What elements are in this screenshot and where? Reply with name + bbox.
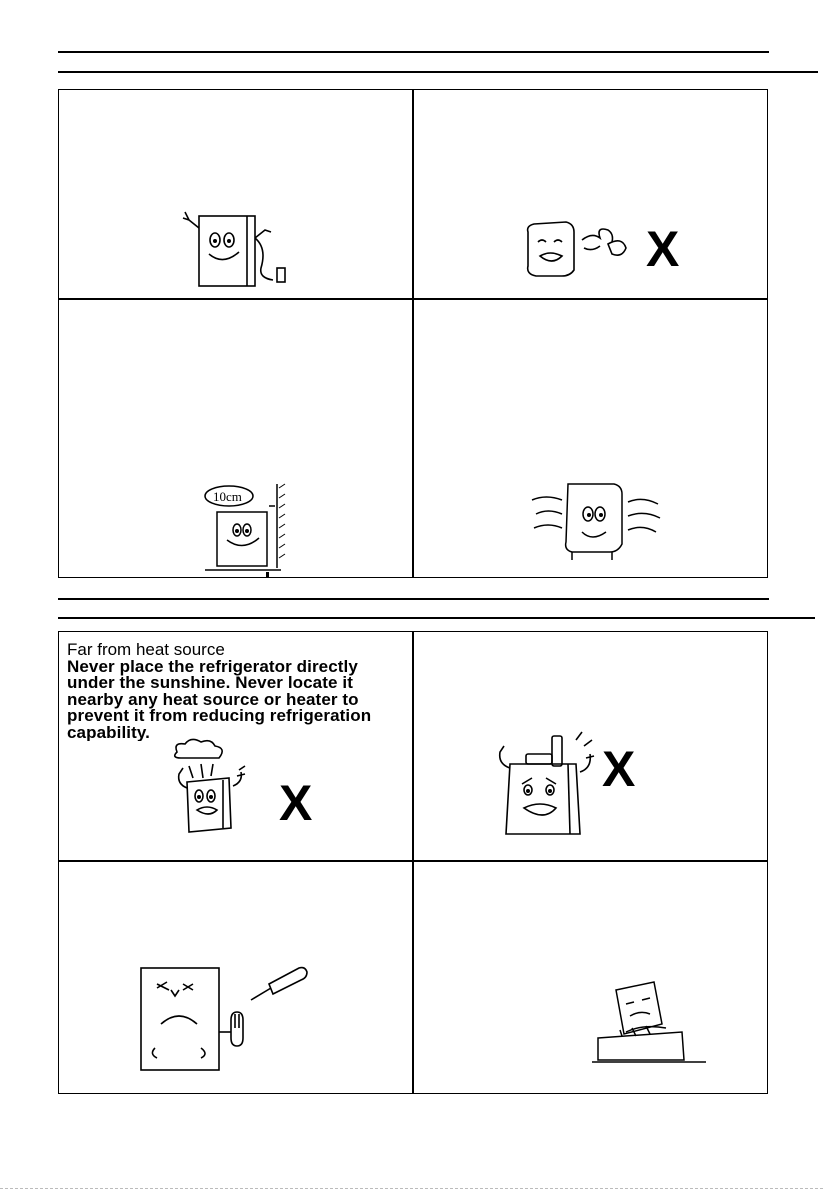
prohibited-mark: X xyxy=(602,741,636,797)
page-mark xyxy=(266,572,269,578)
heat-source-text xyxy=(67,642,407,741)
bottom-panel-grid xyxy=(58,631,768,1094)
panel-spray xyxy=(414,90,767,298)
panel-plug xyxy=(59,90,412,298)
prohibited-mark: X xyxy=(279,775,313,831)
refrigerator-clearance-icon xyxy=(199,484,289,574)
panel-screwdriver xyxy=(59,862,412,1093)
top-panel-grid xyxy=(58,89,768,578)
refrigerator-ventilation-icon xyxy=(532,480,662,564)
refrigerator-tilted-icon xyxy=(592,976,712,1066)
header-rule-thin xyxy=(58,51,769,53)
refrigerator-plug-icon xyxy=(181,208,301,288)
panel-tilted xyxy=(414,862,767,1093)
refrigerator-heat-icon xyxy=(167,738,267,834)
section-rule-thin xyxy=(58,598,769,600)
heat-source-line: nearby any heat source or heater to xyxy=(67,689,359,709)
panel-overload xyxy=(414,632,767,860)
prohibited-mark: X xyxy=(646,221,680,277)
page-bottom-edge xyxy=(0,1188,823,1189)
clearance-label: 10cm xyxy=(213,489,242,504)
panel-clearance xyxy=(59,300,412,577)
panel-ventilation xyxy=(414,300,767,577)
heat-source-line: under the sunshine. Never locate it xyxy=(67,673,353,692)
refrigerator-overload-icon xyxy=(496,728,606,838)
header-rule-thick xyxy=(58,71,818,73)
heat-source-line: prevent it from reducing refrigeration xyxy=(67,706,372,725)
refrigerator-spray-icon xyxy=(522,218,642,278)
heat-source-line: Never place the refrigerator directly xyxy=(67,656,358,676)
panel-heat-source xyxy=(59,632,412,860)
section-rule-thick xyxy=(58,617,815,619)
heat-source-line: capability. xyxy=(67,722,150,741)
heat-source-heading: Far from heat source xyxy=(67,642,225,659)
refrigerator-screwdriver-icon xyxy=(139,954,319,1074)
